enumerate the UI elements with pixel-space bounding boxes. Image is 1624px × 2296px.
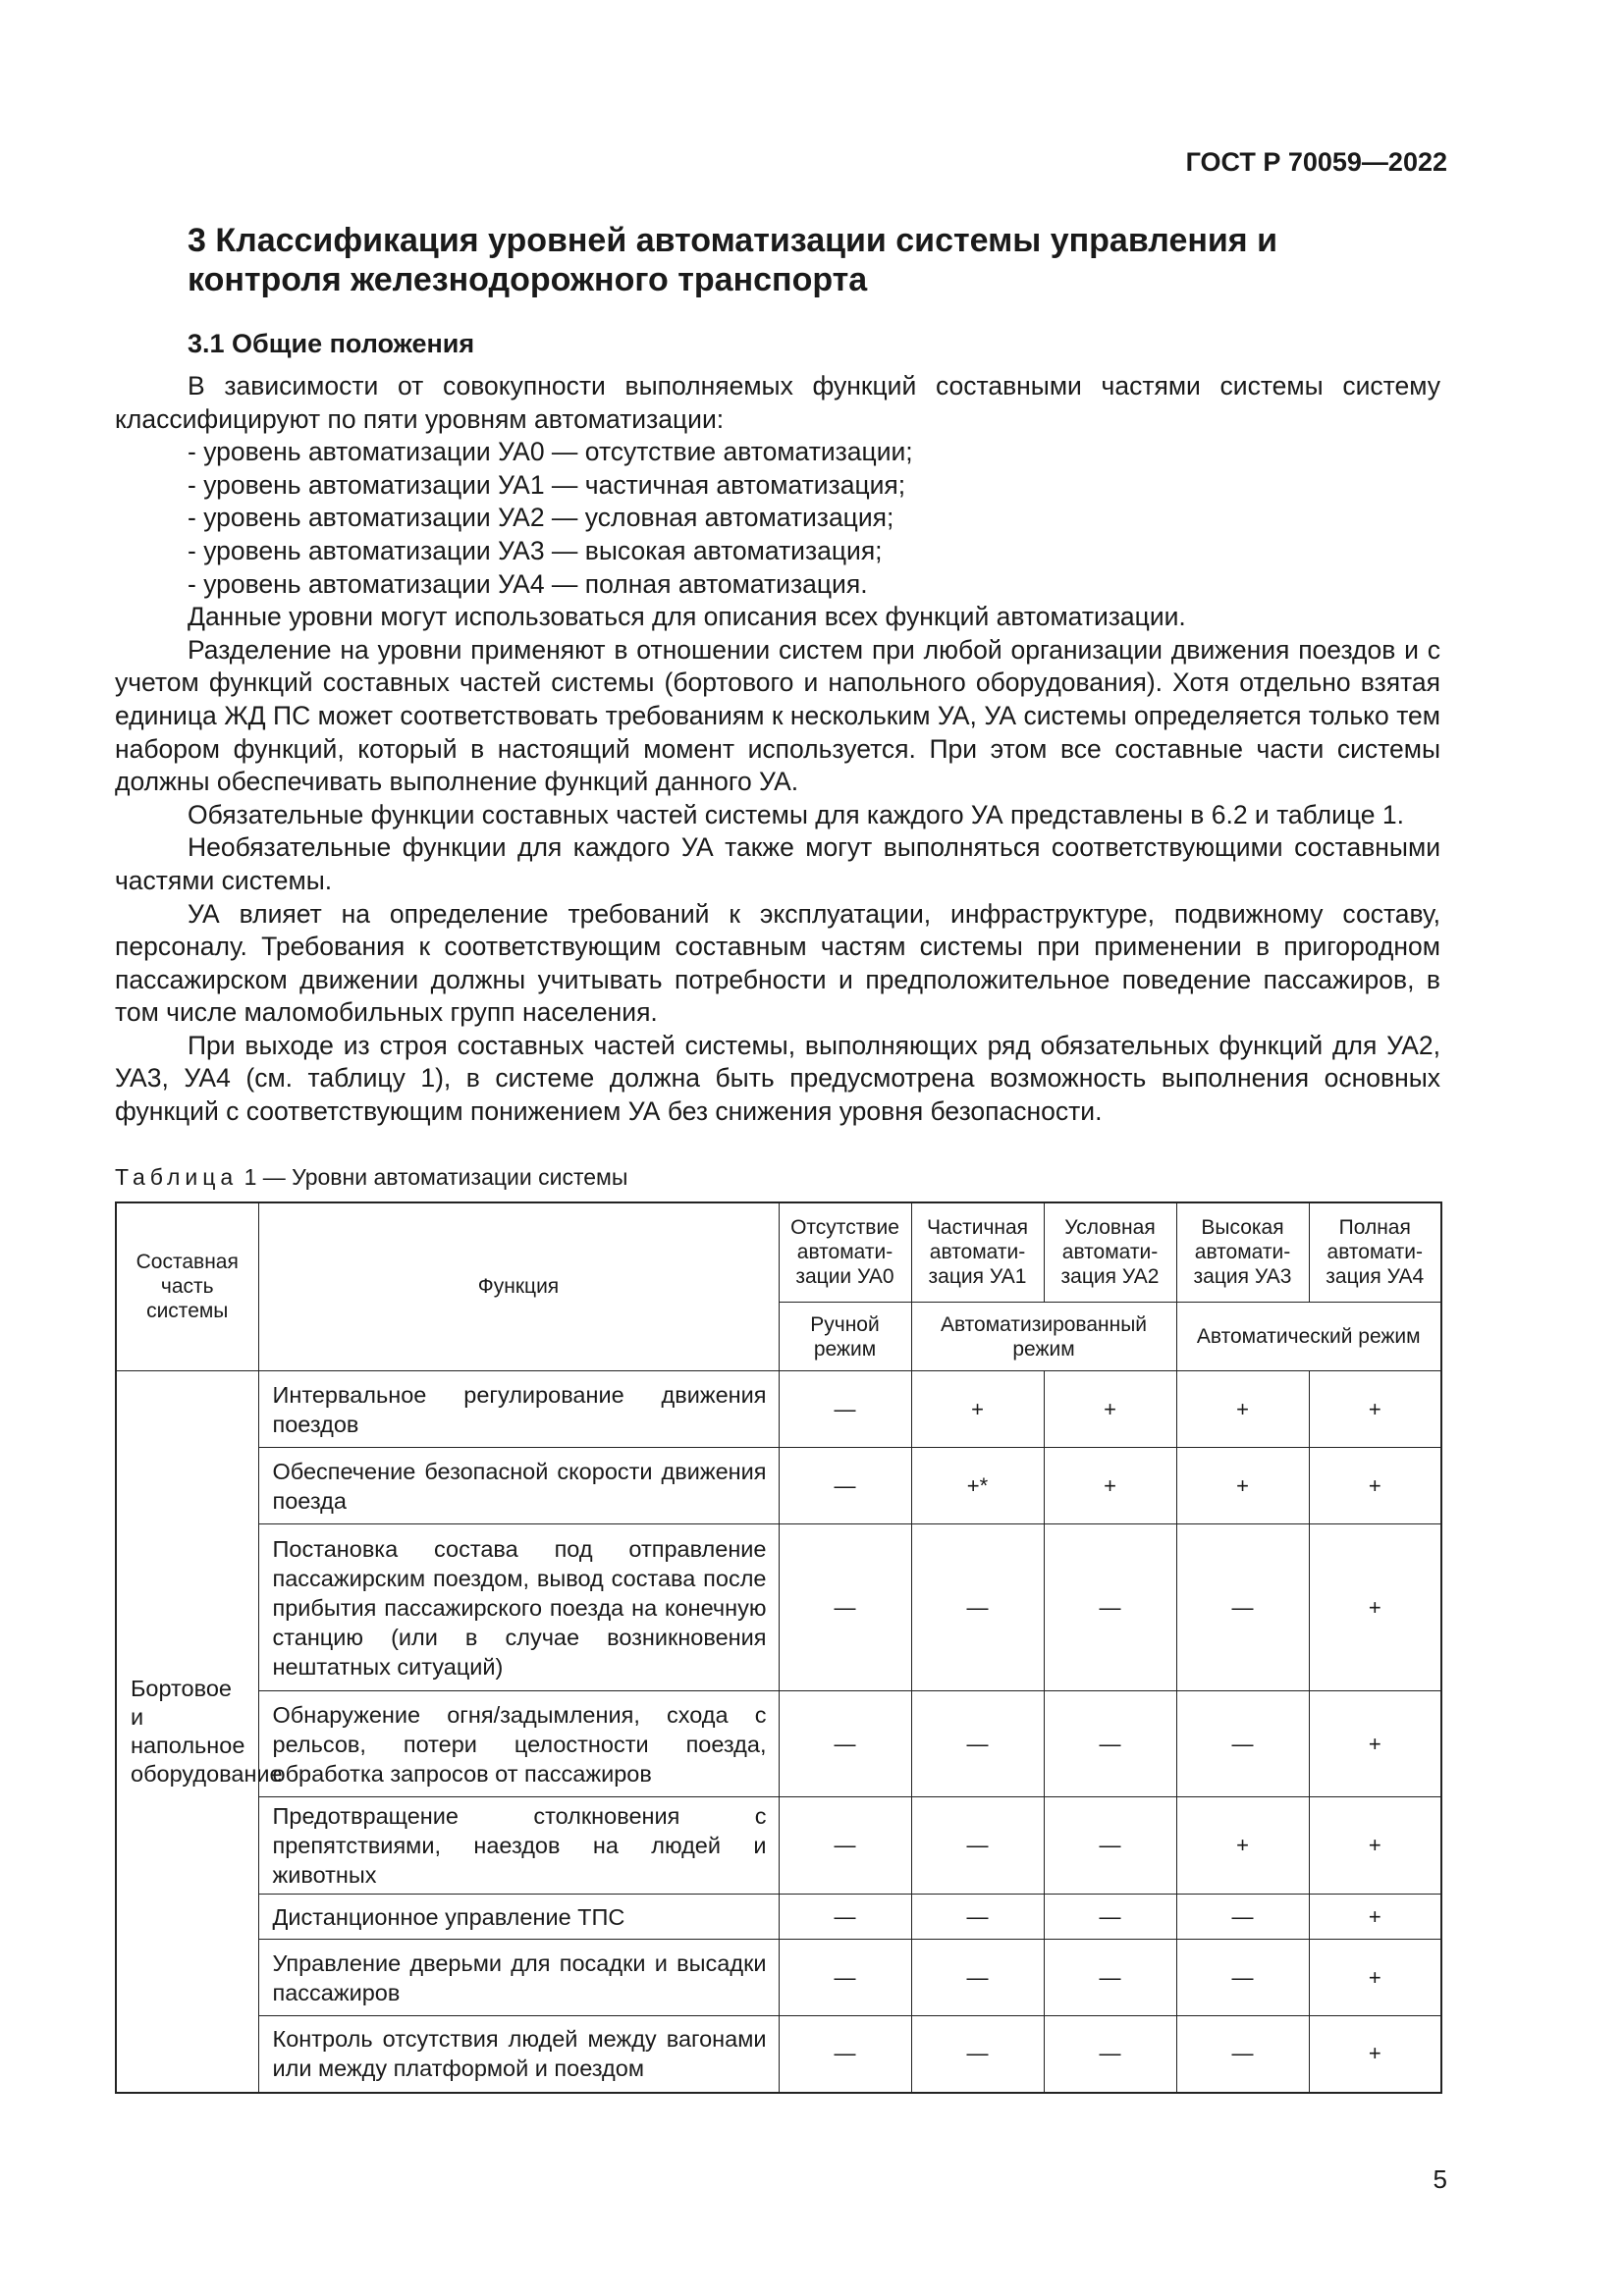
automation-levels-table — [115, 1201, 1442, 2094]
mark-cell: — — [1176, 2016, 1309, 2093]
header-function: Функция — [258, 1202, 779, 1371]
header-mode-automatic: Автоматический режим — [1176, 1303, 1441, 1371]
function-cell: Постановка состава под отправление пассажирским поездом, вывод состава после прибытия пассажирского поезда на конечную станцию (или в случае возникновения нештатных ситуаций) — [258, 1524, 779, 1691]
mark-cell: — — [911, 1691, 1044, 1797]
page-content — [115, 221, 1440, 2094]
subsection-title: 3.1 Общие положения — [188, 329, 475, 358]
mark-cell: — — [911, 1524, 1044, 1691]
header-component: Составная часть системы — [116, 1202, 258, 1371]
section-title: 3 Классификация уровней автоматизации системы управления и контроля железнодорожного транспорта — [188, 222, 1277, 298]
mark-cell: — — [779, 1895, 911, 1940]
mark-cell: — — [779, 1448, 911, 1524]
list-item: - уровень автоматизации УА3 — высокая автоматизация; — [188, 535, 1440, 568]
function-cell: Обеспечение безопасной скорости движения поезда — [258, 1448, 779, 1524]
mark-cell: + — [1309, 1524, 1441, 1691]
paragraph: Разделение на уровни применяют в отношении систем при любой организации движения поездов и с учетом функций составных частей системы (бортового и напольного оборудования). Хотя отдельно взятая единица ЖД ПС может соответствовать требованиям к нескольким УА, УА системы определяется только тем набором функций, который в настоящий момент используется. При этом все составные части системы должны обеспечивать выполнение функций данного УА. — [115, 634, 1440, 797]
paragraph: При выходе из строя составных частей системы, выполняющих ряд обязательных функций для УА2, УА3, УА4 (см. таблицу 1), в системе должна быть предусмотрена возможность выполнения основных функций с соответствующим понижением УА без снижения уровня безопасности. — [115, 1030, 1440, 1127]
header-mode-manual: Ручной режим — [779, 1303, 911, 1371]
mark-cell: + — [1176, 1371, 1309, 1448]
header-level-ua0: Отсутствие автомати-зации УА0 — [779, 1202, 911, 1303]
function-cell: Контроль отсутствия людей между вагонами или между платформой и поездом — [258, 2016, 779, 2093]
header-level-ua3: Высокая автомати-зация УА3 — [1176, 1202, 1309, 1303]
mark-cell: — — [911, 1797, 1044, 1895]
function-cell: Предотвращение столкновения с препятствиями, наездов на людей и животных — [258, 1797, 779, 1895]
function-cell: Управление дверьми для посадки и высадки пассажиров — [258, 1940, 779, 2016]
mark-cell: + — [1309, 1448, 1441, 1524]
list-item: - уровень автоматизации УА0 — отсутствие автоматизации; — [188, 436, 1440, 469]
list-item: - уровень автоматизации УА4 — полная автоматизация. — [188, 568, 1440, 602]
mark-cell: — — [1176, 1940, 1309, 2016]
header-level-ua1: Частичная автомати-зация УА1 — [911, 1202, 1044, 1303]
mark-cell: — — [779, 1797, 911, 1895]
mark-cell: — — [1044, 1895, 1176, 1940]
mark-cell: — — [1044, 1940, 1176, 2016]
mark-cell: — — [1044, 1797, 1176, 1895]
paragraph: Обязательные функции составных частей системы для каждого УА представлены в 6.2 и таблице 1. — [188, 799, 1405, 829]
page-number: 5 — [1433, 2164, 1447, 2194]
mark-cell: — — [779, 1524, 911, 1691]
mark-cell: + — [1044, 1448, 1176, 1524]
mark-cell: — — [911, 1940, 1044, 2016]
mark-cell: — — [779, 1940, 911, 2016]
mark-cell: — — [1044, 2016, 1176, 2093]
mark-cell: — — [779, 1691, 911, 1797]
function-cell: Дистанционное управление ТПС — [258, 1895, 779, 1940]
paragraph: Необязательные функции для каждого УА также могут выполняться соответствующими составными частями системы. — [115, 832, 1440, 895]
header-level-ua4: Полная автомати-зация УА4 — [1309, 1202, 1441, 1303]
component-cell: Бортовое и напольное оборудование — [116, 1371, 258, 2093]
mark-cell: + — [911, 1371, 1044, 1448]
mark-cell: — — [1044, 1524, 1176, 1691]
automation-levels-list — [115, 436, 1440, 601]
mark-cell: — — [911, 1895, 1044, 1940]
mark-cell: + — [1309, 1797, 1441, 1895]
function-cell: Интервальное регулирование движения поездов — [258, 1371, 779, 1448]
mark-cell: — — [779, 2016, 911, 2093]
table-caption-text: 1 — Уровни автоматизации системы — [244, 1163, 628, 1190]
header-mode-automated: Автоматизированный режим — [911, 1303, 1176, 1371]
mark-cell: — — [1176, 1691, 1309, 1797]
mark-cell: + — [1309, 2016, 1441, 2093]
mark-cell: — — [779, 1371, 911, 1448]
mark-cell: — — [911, 2016, 1044, 2093]
mark-cell: + — [1309, 1691, 1441, 1797]
function-cell: Обнаружение огня/задымления, схода с рельсов, потери целостности поезда, обработка запросов от пассажиров — [258, 1691, 779, 1797]
paragraph-intro: В зависимости от совокупности выполняемых функций составными частями системы систему классифицируют по пяти уровням автоматизации: — [115, 371, 1440, 434]
mark-cell: + — [1044, 1371, 1176, 1448]
list-item: - уровень автоматизации УА1 — частичная автоматизация; — [188, 469, 1440, 503]
mark-cell: + — [1176, 1448, 1309, 1524]
document-code: ГОСТ Р 70059—2022 — [1185, 147, 1447, 177]
mark-cell: — — [1176, 1895, 1309, 1940]
mark-cell: — — [1044, 1691, 1176, 1797]
table-caption — [115, 1162, 1440, 1192]
mark-cell: + — [1309, 1371, 1441, 1448]
mark-cell: — — [1176, 1524, 1309, 1691]
header-level-ua2: Условная автомати-зация УА2 — [1044, 1202, 1176, 1303]
mark-cell: + — [1309, 1895, 1441, 1940]
mark-cell: + — [1309, 1940, 1441, 2016]
mark-cell: +* — [911, 1448, 1044, 1524]
paragraph: УА влияет на определение требований к эксплуатации, инфраструктуре, подвижному составу, персоналу. Требования к соответствующим составным частям системы при применении в пригородном пассажирском движении должны учитывать потребности и предположительное поведение пассажиров, в том числе маломобильных групп населения. — [115, 898, 1440, 1028]
mark-cell: + — [1176, 1797, 1309, 1895]
list-item: - уровень автоматизации УА2 — условная автоматизация; — [188, 502, 1440, 535]
table-caption-label: Таблица — [115, 1163, 239, 1190]
paragraph: Данные уровни могут использоваться для описания всех функций автоматизации. — [188, 602, 1186, 632]
